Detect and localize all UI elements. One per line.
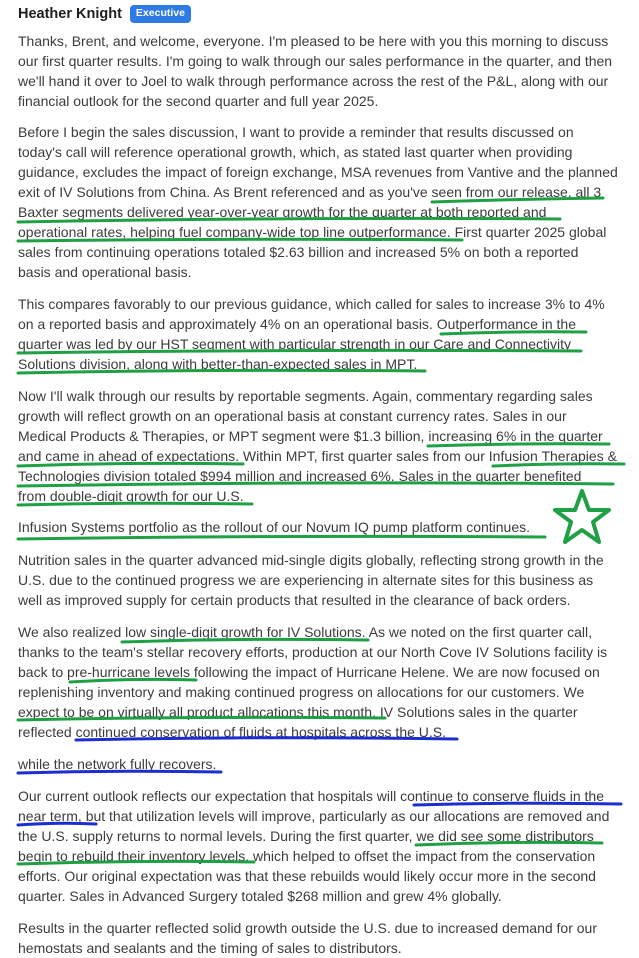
text-line: well as improved supply for certain products that resulted in the clearance of back orders. (18, 592, 571, 608)
text-line: expect to be on virtually all product allocations this month. IV Solutions sales in the quarter (18, 704, 578, 720)
speaker-header (18, 5, 191, 23)
text-line: We also realized low single-digit growth for IV Solutions. As we noted on the first quarter call, (18, 624, 593, 640)
text-line: our first quarter results. I'm going to walk through our sales performance in the quarter, and then (18, 53, 613, 69)
paragraph (18, 550, 630, 610)
text-line: Results in the quarter reflected solid growth outside the U.S. due to increased demand for our (18, 920, 597, 936)
text-line: Solutions division, along with better-than-expected sales in MPT. (18, 356, 418, 372)
text-line: the U.S. supply returns to normal levels. During the first quarter, we did see some distributors (18, 828, 594, 844)
text-line: Our current outlook reflects our expectation that hospitals will continue to conserve fluids in the (18, 788, 604, 804)
text-line: today's call will reference operational growth, which, as stated last quarter when providing (18, 144, 573, 160)
text-line: sales from continuing operations totaled $2.63 billion and increased 5% on both a reported (18, 244, 579, 260)
text-line: from double-digit growth for our U.S. (18, 488, 244, 504)
text-line: guidance, excludes the impact of foreign exchange, MSA revenues from Vantive and the planned (18, 164, 618, 180)
text-line: exit of IV Solutions from China. As Brent referenced and as you've seen from our release, all 3 (18, 184, 602, 200)
paragraph (18, 122, 630, 282)
text-line: basis and operational basis. (18, 264, 192, 280)
text-line: replenishing inventory and making continued progress on allocations for our customers. We (18, 684, 585, 700)
text-line: reflected continued conservation of fluids at hospitals across the U.S. (18, 724, 447, 740)
text-line: while the network fully recovers. (18, 756, 217, 772)
paragraph (18, 386, 630, 506)
text-line: Technologies division totaled $994 million and increased 6%. Sales in the quarter benefited (18, 468, 582, 484)
text-line: growth will reflect growth on an operational basis at constant currency rates. Sales in our (18, 408, 567, 424)
text-line: efforts. Our original expectation was that these rebuilds would likely occur more in the second (18, 868, 596, 884)
text-line: Before I begin the sales discussion, I want to provide a reminder that results discussed on (18, 124, 574, 140)
text-line: Infusion Systems portfolio as the rollout of our Novum IQ pump platform continues. (18, 519, 531, 535)
text-line: back to pre-hurricane levels following the impact of Hurricane Helene. We are now focused on (18, 664, 600, 680)
paragraph (18, 918, 630, 958)
text-line: Thanks, Brent, and welcome, everyone. I'm pleased to be here with you this morning to discuss (18, 33, 609, 49)
role-badge: Executive (130, 5, 191, 23)
paragraph (18, 622, 630, 742)
text-line: quarter. Sales in Advanced Surgery totaled $268 million and grew 4% globally. (18, 888, 502, 904)
text-line: and came in ahead of expectations. Within MPT, first quarter sales from our Infusion Therapies & (18, 448, 617, 464)
text-line: Baxter segments delivered year-over-year growth for the quarter at both reported and (18, 204, 547, 220)
text-line: on a reported basis and approximately 4% on an operational basis. Outperformance in the (18, 316, 577, 332)
paragraph (18, 754, 630, 774)
text-line: This compares favorably to our previous guidance, which called for sales to increase 3% to 4% (18, 296, 605, 312)
paragraph (18, 517, 630, 537)
paragraph (18, 786, 630, 906)
text-line: U.S. due to the continued progress we are experiencing in alternate sites for this business as (18, 572, 594, 588)
text-line: near term, but that utilization levels will improve, particularly as our allocations are removed and (18, 808, 610, 824)
text-line: we'll hand it over to Joel to walk through performance across the rest of the P&L, along with our (18, 73, 609, 89)
text-line: financial outlook for the second quarter and full year 2025. (18, 93, 379, 109)
text-line: operational rates, helping fuel company-wide top line outperformance. First quarter 2025 global (18, 224, 607, 240)
text-line: Now I'll walk through our results by reportable segments. Again, commentary regarding sales (18, 388, 593, 404)
speaker-name: Heather Knight (18, 6, 122, 22)
text-line: Medical Products & Therapies, or MPT segment were $1.3 billion, increasing 6% in the quarter (18, 428, 603, 444)
text-line: begin to rebuild their inventory levels, which helped to offset the impact from the conservation (18, 848, 596, 864)
paragraph (18, 294, 630, 374)
text-line: hemostats and sealants and the timing of sales to distributors. (18, 940, 402, 956)
text-line: Nutrition sales in the quarter advanced mid-single digits globally, reflecting strong growth in the (18, 552, 604, 568)
text-line: quarter was led by our HST segment with particular strength in our Care and Connectivity (18, 336, 572, 352)
text-line: thanks to the team's stellar recovery efforts, production at our North Cove IV Solutions facility is (18, 644, 608, 660)
paragraph (18, 31, 630, 111)
